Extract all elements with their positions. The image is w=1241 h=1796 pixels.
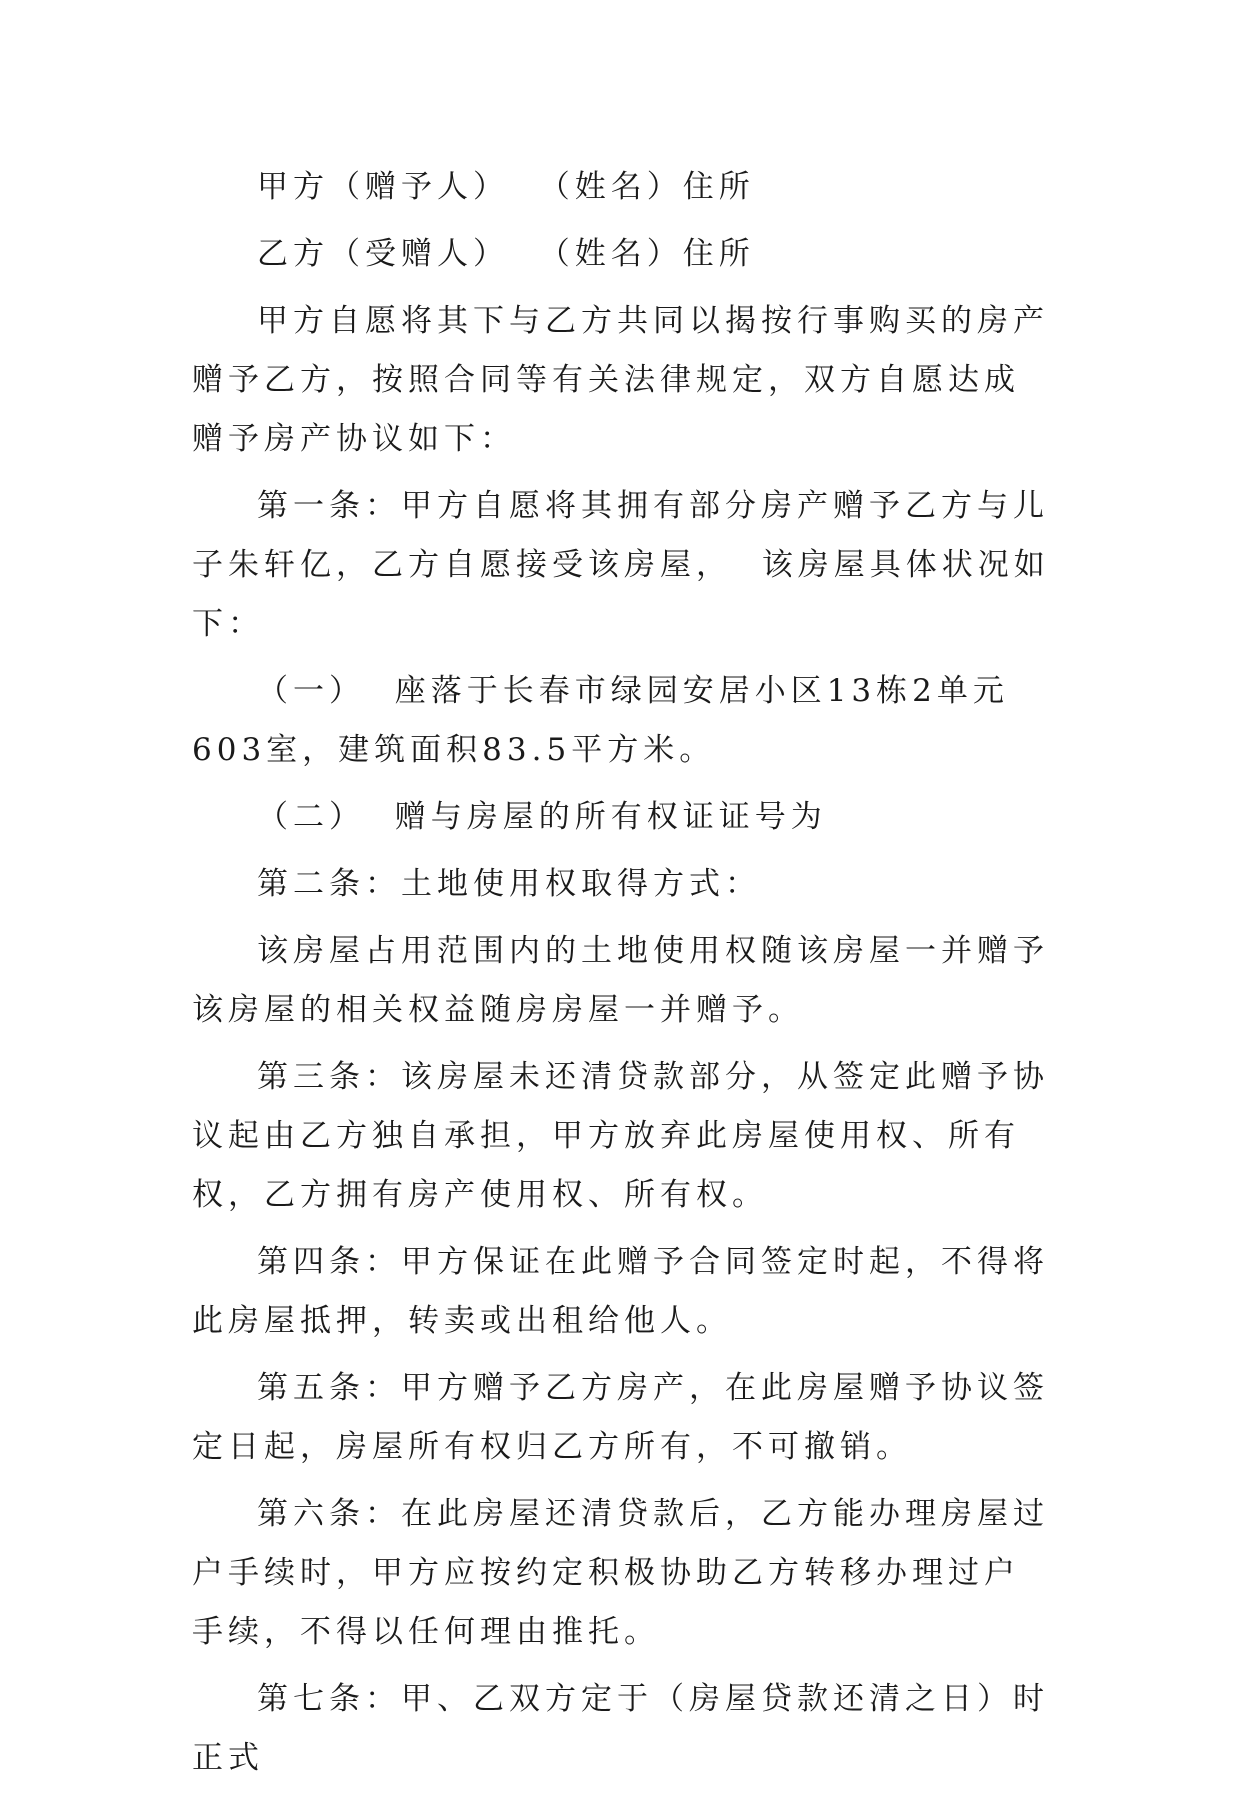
paragraph-article-4: 第四条：甲方保证在此赠予合同签定时起，不得将此房屋抵押，转卖或出租给他人。 — [192, 1244, 1049, 1339]
paragraph-item-1: （一） 座落于长春市绿园安居小区13栋2单元603室，建筑面积83.5平方米。 — [192, 673, 1009, 768]
document-body — [192, 158, 1054, 1796]
paragraph-article-6: 第六条：在此房屋还清贷款后，乙方能办理房屋过户手续时，甲方应按约定积极协助乙方转移办理过户手续，不得以任何理由推托。 — [192, 1496, 1049, 1650]
paragraph-item-2: （二） 赠与房屋的所有权证证号为 — [257, 799, 827, 835]
paragraph-article-2: 第二条：土地使用权取得方式： — [257, 866, 761, 902]
paragraph-article-1: 第一条：甲方自愿将其拥有部分房产赠予乙方与儿子朱轩亿，乙方自愿接受该房屋， 该房屋具体状况如下： — [192, 488, 1050, 642]
paragraph-preamble: 甲方自愿将其下与乙方共同以揭按行事购买的房产赠予乙方，按照合同等有关法律规定，双方自愿达成赠予房产协议如下： — [192, 303, 1049, 457]
paragraph-article-3: 第三条：该房屋未还清贷款部分，从签定此赠予协议起由乙方独自承担，甲方放弃此房屋使用权、所有权，乙方拥有房产使用权、所有权。 — [192, 1059, 1049, 1213]
paragraph-article-7: 第七条：甲、乙双方定于（房屋贷款还清之日）时正式 — [192, 1681, 1049, 1776]
paragraph-article-5: 第五条：甲方赠予乙方房产，在此房屋赠予协议签定日起，房屋所有权归乙方所有，不可撤销。 — [192, 1370, 1049, 1465]
paragraph-recipient: 乙方（受赠人） （姓名）住所 — [257, 236, 755, 272]
paragraph-donor: 甲方（赠予人） （姓名）住所 — [257, 169, 755, 205]
paragraph-land-rights: 该房屋占用范围内的土地使用权随该房屋一并赠予该房屋的相关权益随房房屋一并赠予。 — [192, 933, 1049, 1028]
